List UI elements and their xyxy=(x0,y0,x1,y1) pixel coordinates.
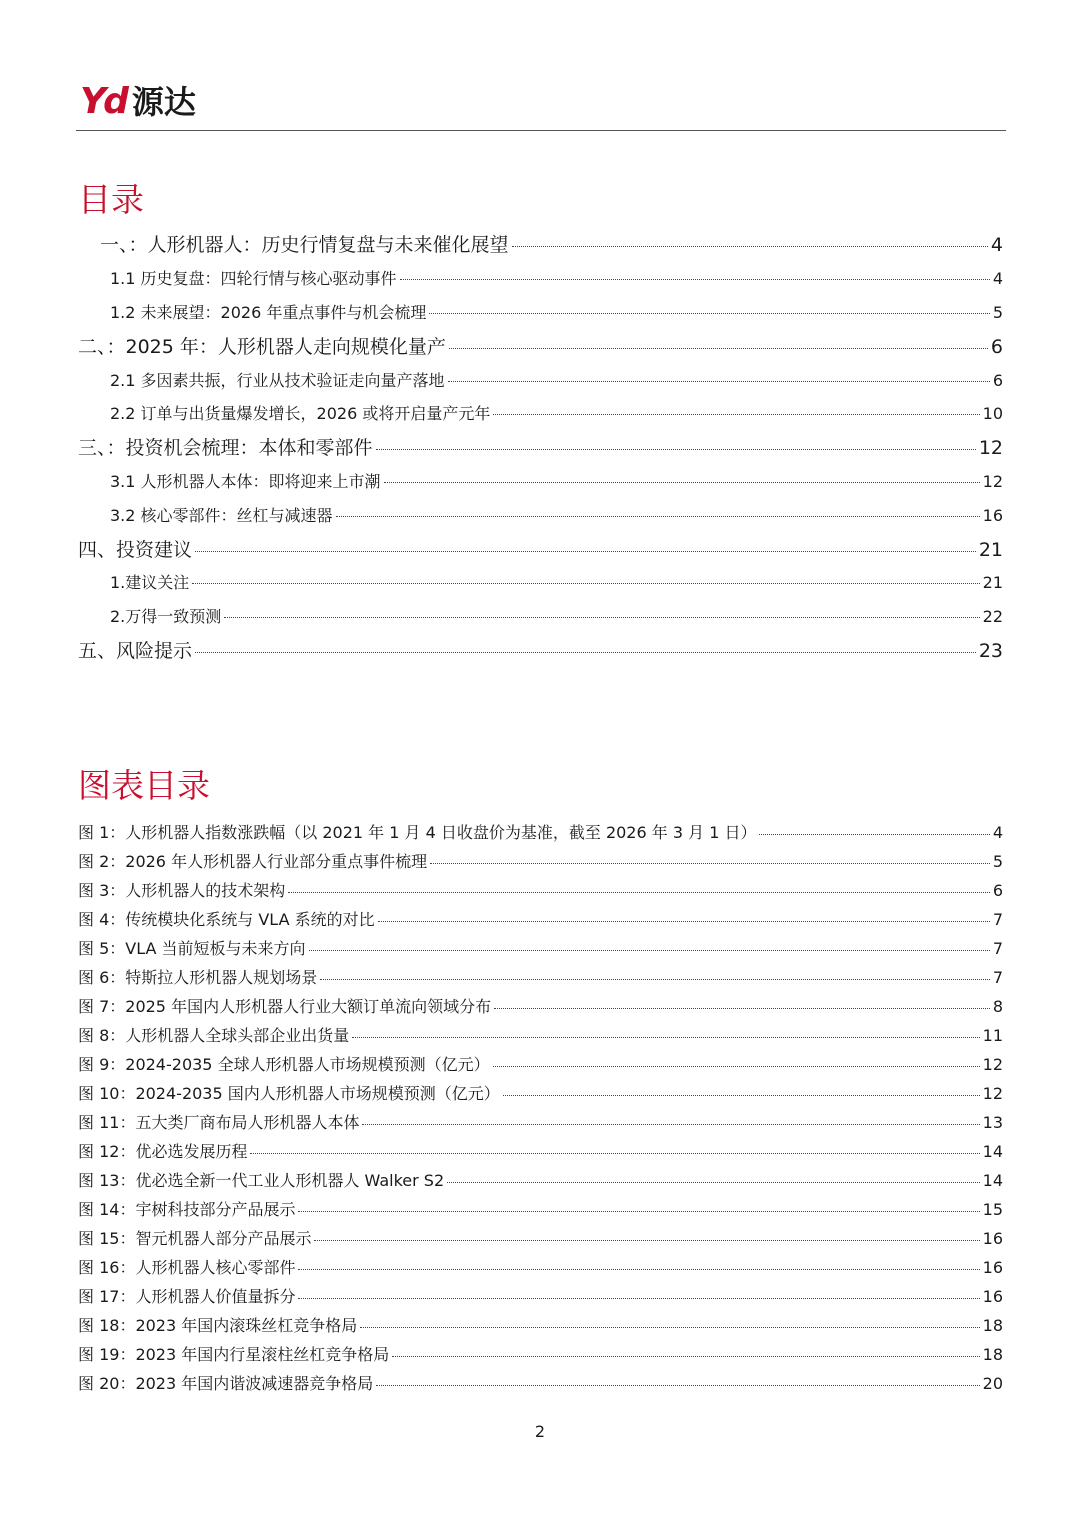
figure-entry[interactable] xyxy=(78,1226,1003,1252)
toc-entry-page: 4 xyxy=(992,269,1003,288)
figure-entry[interactable] xyxy=(78,1110,1003,1136)
dot-leader xyxy=(250,1153,979,1154)
dot-leader xyxy=(494,1008,990,1009)
figure-entry-label: 图 10：2024-2035 国内人形机器人市场规模预测（亿元） xyxy=(78,1084,500,1103)
figure-entry-label: 图 12：优必选发展历程 xyxy=(78,1142,248,1161)
toc-entry-label: 1.建议关注 xyxy=(110,573,190,592)
dot-leader xyxy=(314,1240,979,1241)
figure-entry-page: 7 xyxy=(992,968,1003,987)
header-divider xyxy=(76,130,1006,131)
toc-entry[interactable] xyxy=(110,300,1003,326)
figure-entry[interactable] xyxy=(78,936,1003,962)
dot-leader xyxy=(448,381,990,382)
figure-entry-page: 15 xyxy=(982,1200,1003,1219)
dot-leader xyxy=(512,246,988,247)
toc-entry-page: 21 xyxy=(982,573,1003,592)
toc-entry-label: 1.1 历史复盘：四轮行情与核心驱动事件 xyxy=(110,269,397,288)
toc-entry[interactable] xyxy=(110,401,1003,427)
figure-entry-label: 图 7：2025 年国内人形机器人行业大额订单流向领域分布 xyxy=(78,997,492,1016)
toc-entry-label: 1.2 未来展望：2026 年重点事件与机会梳理 xyxy=(110,303,427,322)
dot-leader xyxy=(362,1124,979,1125)
company-logo xyxy=(80,82,196,122)
toc-entry-page: 5 xyxy=(992,303,1003,322)
dot-leader xyxy=(192,583,979,584)
logo-mark: Yd xyxy=(80,81,126,122)
dot-leader xyxy=(378,921,990,922)
figure-entry[interactable] xyxy=(78,1371,1003,1397)
dot-leader xyxy=(384,482,980,483)
toc-entry[interactable] xyxy=(78,332,1003,362)
toc-entry[interactable] xyxy=(110,604,1003,630)
figure-entry-page: 16 xyxy=(982,1287,1003,1306)
dot-leader xyxy=(493,414,979,415)
figure-entry-label: 图 9：2024-2035 全球人形机器人市场规模预测（亿元） xyxy=(78,1055,490,1074)
figure-entry-label: 图 4：传统模块化系统与 VLA 系统的对比 xyxy=(78,910,375,929)
toc-entry-label: 四、投资建议 xyxy=(78,539,193,561)
dot-leader xyxy=(298,1211,979,1212)
dot-leader xyxy=(449,348,988,349)
dot-leader xyxy=(224,617,979,618)
figure-entry[interactable] xyxy=(78,1197,1003,1223)
figure-entry-label: 图 3：人形机器人的技术架构 xyxy=(78,881,286,900)
toc-entry-page: 6 xyxy=(990,336,1003,358)
figure-entry-label: 图 15：智元机器人部分产品展示 xyxy=(78,1229,312,1248)
figure-entry[interactable] xyxy=(78,1255,1003,1281)
figure-entry-label: 图 6：特斯拉人形机器人规划场景 xyxy=(78,968,318,987)
figure-entry-page: 12 xyxy=(982,1084,1003,1103)
figure-entry[interactable] xyxy=(78,849,1003,875)
figure-entry-page: 6 xyxy=(992,881,1003,900)
figure-entry-page: 13 xyxy=(982,1113,1003,1132)
dot-leader xyxy=(376,1385,979,1386)
dot-leader xyxy=(320,979,990,980)
figure-entry-page: 20 xyxy=(982,1374,1003,1393)
dot-leader xyxy=(503,1095,980,1096)
figure-entry-label: 图 1：人形机器人指数涨跌幅（以 2021 年 1 月 4 日收盘价为基准，截至 2026 年 3 月 1 日） xyxy=(78,823,757,842)
figure-entry-label: 图 5：VLA 当前短板与未来方向 xyxy=(78,939,306,958)
figure-entry-page: 11 xyxy=(982,1026,1003,1045)
figure-entry-label: 图 18：2023 年国内滚珠丝杠竞争格局 xyxy=(78,1316,358,1335)
figure-entry-page: 7 xyxy=(992,939,1003,958)
dot-leader xyxy=(352,1037,979,1038)
dot-leader xyxy=(392,1356,979,1357)
toc-entry-page: 23 xyxy=(978,640,1003,662)
figures-title: 图表目录 xyxy=(78,766,210,805)
toc-entry-page: 16 xyxy=(982,506,1003,525)
dot-leader xyxy=(447,1182,980,1183)
figure-entry[interactable] xyxy=(78,1284,1003,1310)
dot-leader xyxy=(195,551,976,552)
figure-entry-page: 14 xyxy=(982,1171,1003,1190)
dot-leader xyxy=(336,516,980,517)
figure-entry-label: 图 14：宇树科技部分产品展示 xyxy=(78,1200,296,1219)
toc-title: 目录 xyxy=(78,180,144,219)
figure-entry-label: 图 16：人形机器人核心零部件 xyxy=(78,1258,296,1277)
figure-entry-page: 16 xyxy=(982,1229,1003,1248)
figure-entry-label: 图 13：优必选全新一代工业人形机器人 Walker S2 xyxy=(78,1171,445,1190)
toc-entry-label: 2.1 多因素共振，行业从技术验证走向量产落地 xyxy=(110,371,445,390)
figure-entry[interactable] xyxy=(78,878,1003,904)
figure-entry[interactable] xyxy=(78,1023,1003,1049)
figure-entry-label: 图 2：2026 年人形机器人行业部分重点事件梳理 xyxy=(78,852,428,871)
dot-leader xyxy=(298,1269,979,1270)
dot-leader xyxy=(376,449,976,450)
toc-entry[interactable] xyxy=(110,469,1003,495)
dot-leader xyxy=(195,652,976,653)
toc-entry[interactable] xyxy=(78,433,1003,463)
toc-entry-page: 12 xyxy=(978,437,1003,459)
toc-entry-label: 2.2 订单与出货量爆发增长，2026 或将开启量产元年 xyxy=(110,404,491,423)
figure-entry-page: 14 xyxy=(982,1142,1003,1161)
toc-entry-page: 22 xyxy=(982,607,1003,626)
dot-leader xyxy=(430,863,990,864)
figure-entry[interactable] xyxy=(78,1052,1003,1078)
page-number: 2 xyxy=(534,1422,546,1441)
figure-entry[interactable] xyxy=(78,994,1003,1020)
toc-entry[interactable] xyxy=(78,535,1003,565)
toc-entry[interactable] xyxy=(110,266,1003,292)
figure-entry[interactable] xyxy=(78,1313,1003,1339)
toc-entry-page: 10 xyxy=(982,404,1003,423)
figure-entry[interactable] xyxy=(78,965,1003,991)
figure-entry[interactable] xyxy=(78,1139,1003,1165)
figure-entry-page: 7 xyxy=(992,910,1003,929)
toc-entry-label: 3.1 人形机器人本体：即将迎来上市潮 xyxy=(110,472,381,491)
figure-entry[interactable] xyxy=(78,907,1003,933)
toc-entry-label: 二、：2025 年：人形机器人走向规模化量产 xyxy=(78,336,446,358)
figure-entry-page: 18 xyxy=(982,1345,1003,1364)
toc-entry-label: 三、：投资机会梳理：本体和零部件 xyxy=(78,437,373,459)
figure-entry-label: 图 17：人形机器人价值量拆分 xyxy=(78,1287,296,1306)
dot-leader xyxy=(309,950,990,951)
logo-text: 源达 xyxy=(131,83,196,121)
figure-entry-label: 图 11：五大类厂商布局人形机器人本体 xyxy=(78,1113,360,1132)
figure-entry-label: 图 8：人形机器人全球头部企业出货量 xyxy=(78,1026,350,1045)
toc-entry[interactable] xyxy=(78,636,1003,666)
figure-entry[interactable] xyxy=(78,1081,1003,1107)
figure-entry-page: 12 xyxy=(982,1055,1003,1074)
figure-entry[interactable] xyxy=(78,1342,1003,1368)
toc-entry-page: 21 xyxy=(978,539,1003,561)
toc-entry-page: 12 xyxy=(982,472,1003,491)
figure-entry-page: 18 xyxy=(982,1316,1003,1335)
figure-entry[interactable] xyxy=(78,820,1003,846)
toc-entry[interactable] xyxy=(110,368,1003,394)
toc-entry-page: 4 xyxy=(990,234,1003,256)
dot-leader xyxy=(493,1066,980,1067)
dot-leader xyxy=(429,313,989,314)
dot-leader xyxy=(298,1298,979,1299)
toc-entry[interactable] xyxy=(110,570,1003,596)
toc-entry-label: 一、：人形机器人：历史行情复盘与未来催化展望 xyxy=(100,234,509,256)
figure-entry-page: 5 xyxy=(992,852,1003,871)
toc-entry-page: 6 xyxy=(992,371,1003,390)
figure-entry[interactable] xyxy=(78,1168,1003,1194)
figure-entry-page: 16 xyxy=(982,1258,1003,1277)
toc-entry-label: 3.2 核心零部件：丝杠与减速器 xyxy=(110,506,333,525)
toc-entry[interactable] xyxy=(110,503,1003,529)
figure-entry-label: 图 20：2023 年国内谐波减速器竞争格局 xyxy=(78,1374,374,1393)
dot-leader xyxy=(360,1327,979,1328)
toc-entry-label: 2.万得一致预测 xyxy=(110,607,222,626)
figure-entry-label: 图 19：2023 年国内行星滚柱丝杠竞争格局 xyxy=(78,1345,390,1364)
figure-entry-page: 4 xyxy=(992,823,1003,842)
dot-leader xyxy=(759,834,989,835)
toc-entry-label: 五、风险提示 xyxy=(78,640,193,662)
figure-entry-page: 8 xyxy=(992,997,1003,1016)
dot-leader xyxy=(288,892,990,893)
dot-leader xyxy=(400,279,990,280)
toc-entry[interactable] xyxy=(100,230,1003,260)
